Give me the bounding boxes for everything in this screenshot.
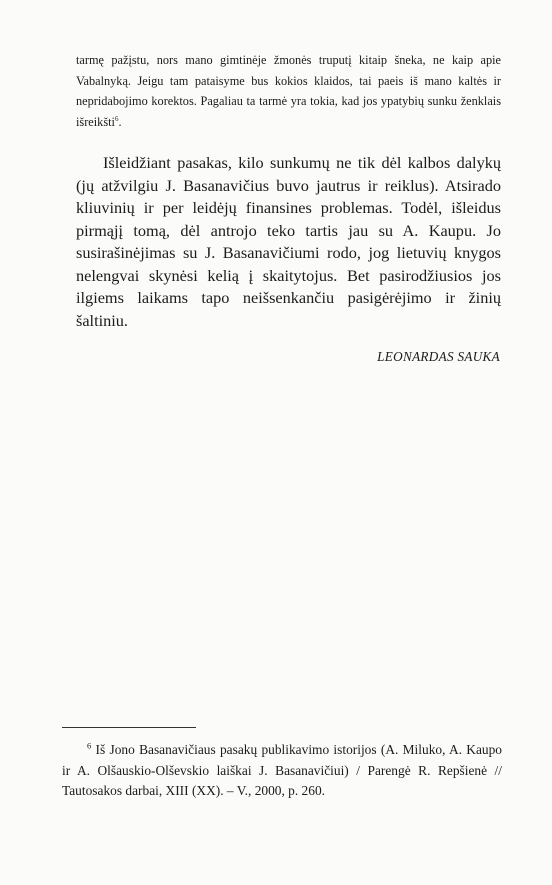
block-quote: tarmę pažįstu, nors mano gimtinėje žmonės truputį kitaip šneka, ne kaip apie Vabalnyką. Jeigu tam pataisyme bus kokios klaidos, tai paeis iš mano kaltės ir nepridabojimo korektos. Pagaliau ta tarmė yra tokia, kad jos ypatybių sunku ženklais išreikšti$^6$. bbox=[76, 53, 501, 129]
footnote-text: Iš Jono Basanavičiaus pasakų publikavimo istorijos (A. Miluko, A. Kaupo ir A. Olšauskio-Olševskio laiškai J. Basanavičiui) / Parengė R. Repšienė // Tautosakos darbai, XIII (XX). – V., 2000, p. 260. bbox=[62, 742, 502, 798]
footnote-separator bbox=[62, 727, 196, 728]
body-paragraph: Išleidžiant pasakas, kilo sunkumų ne tik dėl kalbos dalykų (jų atžvilgiu J. Basanavičius buvo jautrus ir reiklus). Atsirado kliuvinių ir per leidėjų finansines problemas. Todėl, išleidus pirmąjį tomą, dėl antrojo teko tartis jau su A. Kaupu. Jo susirašinėjimas su J. Basanavičiumi rodo, jog lietuvių knygos nelengvai skynėsi kelią į skaitytojus. Bet pasirodžiusios jos ilgiems laikams tapo neišsenkančiu pasigėrėjimo ir žinių šaltiniu. bbox=[76, 153, 501, 330]
footnote-number: 6 bbox=[87, 740, 92, 751]
footnote-reference: 6 bbox=[114, 114, 119, 123]
footnote bbox=[62, 740, 502, 802]
quote-text: tarmę pažįstu, nors mano gimtinėje žmonės truputį kitaip šneka, ne kaip apie Vabalnyką. Jeigu tam pataisyme bus kokios klaidos, tai paeis iš mano kaltės ir nepridabojimo korektos. Pagaliau ta tarmė yra tokia, kad jos ypatybių sunku ženklais išreikšti bbox=[76, 53, 501, 129]
author-signature: LEONARDAS SAUKA bbox=[377, 349, 500, 364]
